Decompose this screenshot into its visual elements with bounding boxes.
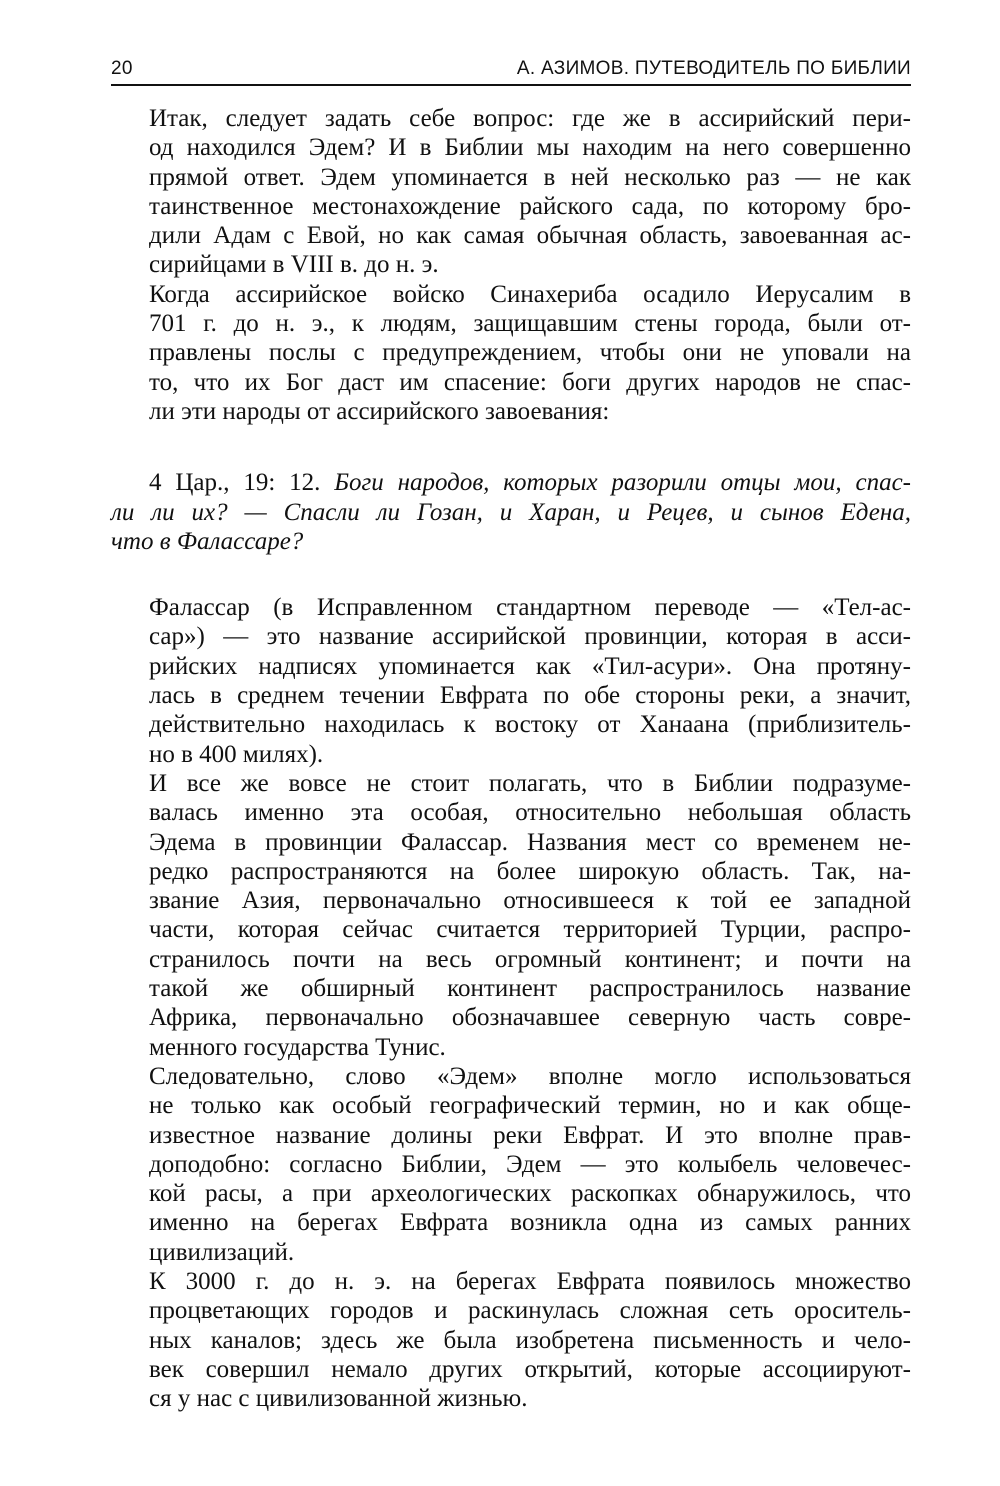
text-line: ли эти народы от ассирийского завоевания:	[149, 397, 610, 425]
running-title: А. АЗИМОВ. ПУТЕВОДИТЕЛЬ ПО БИБЛИИ	[516, 58, 911, 79]
quote-text: ли ли их? — Спасли ли Гозан, и Харан, и Рецев, и сынов Едена,	[111, 498, 911, 526]
text-line: именно на берегах Евфрата возникла одна из самых ранних	[149, 1209, 911, 1237]
quote-text: Боги народов, которых разорили отцы мои, спас-	[334, 469, 911, 497]
text-line: но в 400 милях).	[149, 740, 324, 768]
text-line: сар») — это название ассирийской провинции, которая в асси-	[149, 623, 911, 651]
text-line: сирийцами в VIII в. до н. э.	[149, 251, 439, 279]
text-line: ных каналов; здесь же была изобретена письменность и чело-	[149, 1326, 911, 1354]
page-number: 20	[111, 58, 133, 79]
paragraph	[111, 769, 911, 1062]
text-line: процветающих городов и раскинулась сложная сеть ороситель-	[149, 1297, 911, 1325]
text-line: ся у нас с цивилизованной жизнью.	[149, 1385, 528, 1413]
text-line: век совершил немало других открытий, которые ассоциируют-	[149, 1355, 911, 1383]
text-line: цивилизаций.	[149, 1238, 295, 1266]
bible-quote	[111, 468, 911, 556]
text-line: 701 г. до н. э., к людям, защищавшим стены города, были от-	[149, 310, 911, 338]
text-line: такой же обширный континент распространилось название	[149, 975, 911, 1003]
text-line: Эдема в провинции Фалассар. Названия мест со временем не-	[149, 828, 911, 856]
quote-text: что в Фалассаре?	[111, 527, 304, 555]
text-line: дили Адам с Евой, но как самая обычная область, завоеванная ас-	[149, 222, 911, 250]
text-line: действительно находилась к востоку от Ханаана (приблизитель-	[149, 711, 911, 739]
text-line: менного государства Тунис.	[149, 1033, 446, 1061]
paragraph	[111, 104, 911, 280]
paragraphs-before-quote	[111, 104, 911, 426]
text-line: таинственное местонахождение райского сада, по которому бро-	[149, 192, 911, 220]
text-line: Когда ассирийское войско Синахериба осадило Иерусалим в	[149, 280, 911, 308]
page-body	[111, 104, 911, 1413]
text-line: лась в среднем течении Евфрата по обе стороны реки, а значит,	[149, 682, 911, 710]
quote-line	[111, 498, 911, 527]
paragraph	[111, 1267, 911, 1413]
paragraph	[111, 280, 911, 426]
quote-line	[111, 468, 911, 497]
text-line: Фалассар (в Исправленном стандартном переводе — «Тел-ас-	[149, 594, 911, 622]
text-line: Итак, следует задать себе вопрос: где же в ассирийский пери-	[149, 105, 911, 132]
text-line: известное название долины реки Евфрат. И это вполне прав-	[149, 1121, 911, 1149]
text-line: странилось почти на весь огромный континент; и почти на	[149, 945, 911, 973]
text-line: доподобно: согласно Библии, Эдем — это колыбель человечес-	[149, 1150, 911, 1178]
paragraph	[111, 1062, 911, 1267]
text-line: то, что их Бог даст им спасение: боги других народов не спас-	[149, 368, 911, 396]
text-line: валась именно эта особая, относительно небольшая область	[149, 799, 911, 827]
text-line: Следовательно, слово «Эдем» вполне могло использоваться	[149, 1062, 911, 1090]
text-line: од находился Эдем? И в Библии мы находим на него совершенно	[149, 134, 911, 162]
text-line: прямой ответ. Эдем упоминается в ней несколько раз — не как	[149, 163, 911, 191]
text-line: звание Азия, первоначально относившееся к той ее западной	[149, 887, 911, 915]
paragraph	[111, 593, 911, 769]
text-line: И все же вовсе не стоит полагать, что в Библии подразуме-	[149, 769, 911, 797]
quote-reference: 4 Цар., 19: 12.	[149, 469, 321, 497]
quote-line	[111, 527, 911, 556]
text-line: рийских надписях упоминается как «Тил-асури». Она протяну-	[149, 652, 911, 680]
text-line: части, которая сейчас считается территорией Турции, распро-	[149, 916, 911, 944]
text-line: редко распространяются на более широкую область. Так, на-	[149, 857, 911, 885]
text-line: кой расы, а при археологических раскопках обнаружилось, что	[149, 1180, 911, 1208]
paragraphs-after-quote	[111, 593, 911, 1413]
text-line: не только как особый географический термин, но и как обще-	[149, 1092, 911, 1120]
running-header	[111, 52, 911, 86]
text-line: правлены послы с предупреждением, чтобы они не уповали на	[149, 339, 911, 367]
text-line: К 3000 г. до н. э. на берегах Евфрата появилось множество	[149, 1267, 911, 1295]
text-line: Африка, первоначально обозначавшее северную часть совре-	[149, 1004, 911, 1032]
